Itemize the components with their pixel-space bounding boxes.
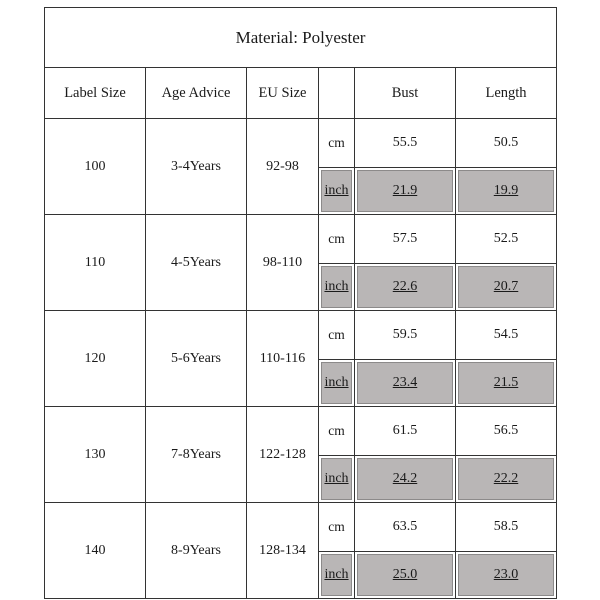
bust-inch-cell-value: 21.9 [392, 183, 418, 198]
unit-cm-cell: cm [319, 119, 355, 168]
header-length: Length [456, 68, 557, 119]
table-title: Material: Polyester [45, 8, 557, 68]
age-advice-cell: 8-9Years [146, 503, 247, 599]
header-row [45, 68, 557, 119]
age-advice-cell: 4-5Years [146, 215, 247, 311]
size-chart-table [44, 7, 557, 599]
table-row [45, 311, 557, 360]
length-inch-cell-value: 23.0 [493, 567, 519, 582]
bust-inch-cell [355, 264, 456, 311]
bust-inch-cell-shade [357, 362, 453, 404]
length-inch-cell-shade [458, 266, 554, 308]
age-advice-cell: 7-8Years [146, 407, 247, 503]
length-inch-cell [456, 360, 557, 407]
unit-inch-cell-shade [321, 554, 352, 596]
unit-inch-cell-value: inch [324, 567, 349, 582]
bust-cm-cell: 63.5 [355, 503, 456, 552]
header-bust: Bust [355, 68, 456, 119]
length-inch-cell [456, 552, 557, 599]
bust-inch-cell [355, 552, 456, 599]
unit-inch-cell [319, 264, 355, 311]
length-cm-cell: 54.5 [456, 311, 557, 360]
table-row [45, 119, 557, 168]
unit-inch-cell-value: inch [324, 279, 349, 294]
header-label-size: Label Size [45, 68, 146, 119]
unit-inch-cell-value: inch [324, 183, 349, 198]
bust-inch-cell-value: 24.2 [392, 471, 418, 486]
eu-size-cell: 110-116 [247, 311, 319, 407]
length-inch-cell-shade [458, 554, 554, 596]
eu-size-cell: 128-134 [247, 503, 319, 599]
length-cm-cell: 56.5 [456, 407, 557, 456]
bust-cm-cell: 59.5 [355, 311, 456, 360]
length-inch-cell [456, 456, 557, 503]
table-row [45, 503, 557, 552]
unit-inch-cell [319, 552, 355, 599]
length-inch-cell-value: 21.5 [493, 375, 519, 390]
length-inch-cell-shade [458, 362, 554, 404]
unit-inch-cell-shade [321, 266, 352, 308]
bust-inch-cell [355, 456, 456, 503]
length-inch-cell-value: 19.9 [493, 183, 519, 198]
unit-inch-cell-shade [321, 362, 352, 404]
label-size-cell: 100 [45, 119, 146, 215]
unit-inch-cell-value: inch [324, 471, 349, 486]
length-inch-cell-shade [458, 458, 554, 500]
unit-inch-cell-shade [321, 170, 352, 212]
length-cm-cell: 50.5 [456, 119, 557, 168]
eu-size-cell: 92-98 [247, 119, 319, 215]
bust-inch-cell [355, 168, 456, 215]
label-size-cell: 110 [45, 215, 146, 311]
length-inch-cell-value: 20.7 [493, 279, 519, 294]
length-cm-cell: 52.5 [456, 215, 557, 264]
unit-inch-cell [319, 360, 355, 407]
label-size-cell: 130 [45, 407, 146, 503]
bust-inch-cell-value: 23.4 [392, 375, 418, 390]
unit-cm-cell: cm [319, 407, 355, 456]
label-size-cell: 140 [45, 503, 146, 599]
unit-inch-cell-shade [321, 458, 352, 500]
eu-size-cell: 98-110 [247, 215, 319, 311]
length-inch-cell [456, 168, 557, 215]
length-inch-cell [456, 264, 557, 311]
eu-size-cell: 122-128 [247, 407, 319, 503]
bust-inch-cell-value: 25.0 [392, 567, 418, 582]
unit-inch-cell-value: inch [324, 375, 349, 390]
table-row [45, 215, 557, 264]
bust-inch-cell-shade [357, 266, 453, 308]
bust-cm-cell: 61.5 [355, 407, 456, 456]
age-advice-cell: 5-6Years [146, 311, 247, 407]
header-eu-size: EU Size [247, 68, 319, 119]
bust-inch-cell [355, 360, 456, 407]
length-cm-cell: 58.5 [456, 503, 557, 552]
bust-inch-cell-shade [357, 554, 453, 596]
table-row [45, 407, 557, 456]
length-inch-cell-shade [458, 170, 554, 212]
unit-inch-cell [319, 168, 355, 215]
age-advice-cell: 3-4Years [146, 119, 247, 215]
bust-cm-cell: 57.5 [355, 215, 456, 264]
header-unit [319, 68, 355, 119]
unit-inch-cell [319, 456, 355, 503]
title-row [45, 8, 557, 68]
bust-inch-cell-shade [357, 170, 453, 212]
length-inch-cell-value: 22.2 [493, 471, 519, 486]
unit-cm-cell: cm [319, 215, 355, 264]
header-age-advice: Age Advice [146, 68, 247, 119]
bust-inch-cell-shade [357, 458, 453, 500]
label-size-cell: 120 [45, 311, 146, 407]
bust-cm-cell: 55.5 [355, 119, 456, 168]
unit-cm-cell: cm [319, 311, 355, 360]
bust-inch-cell-value: 22.6 [392, 279, 418, 294]
unit-cm-cell: cm [319, 503, 355, 552]
